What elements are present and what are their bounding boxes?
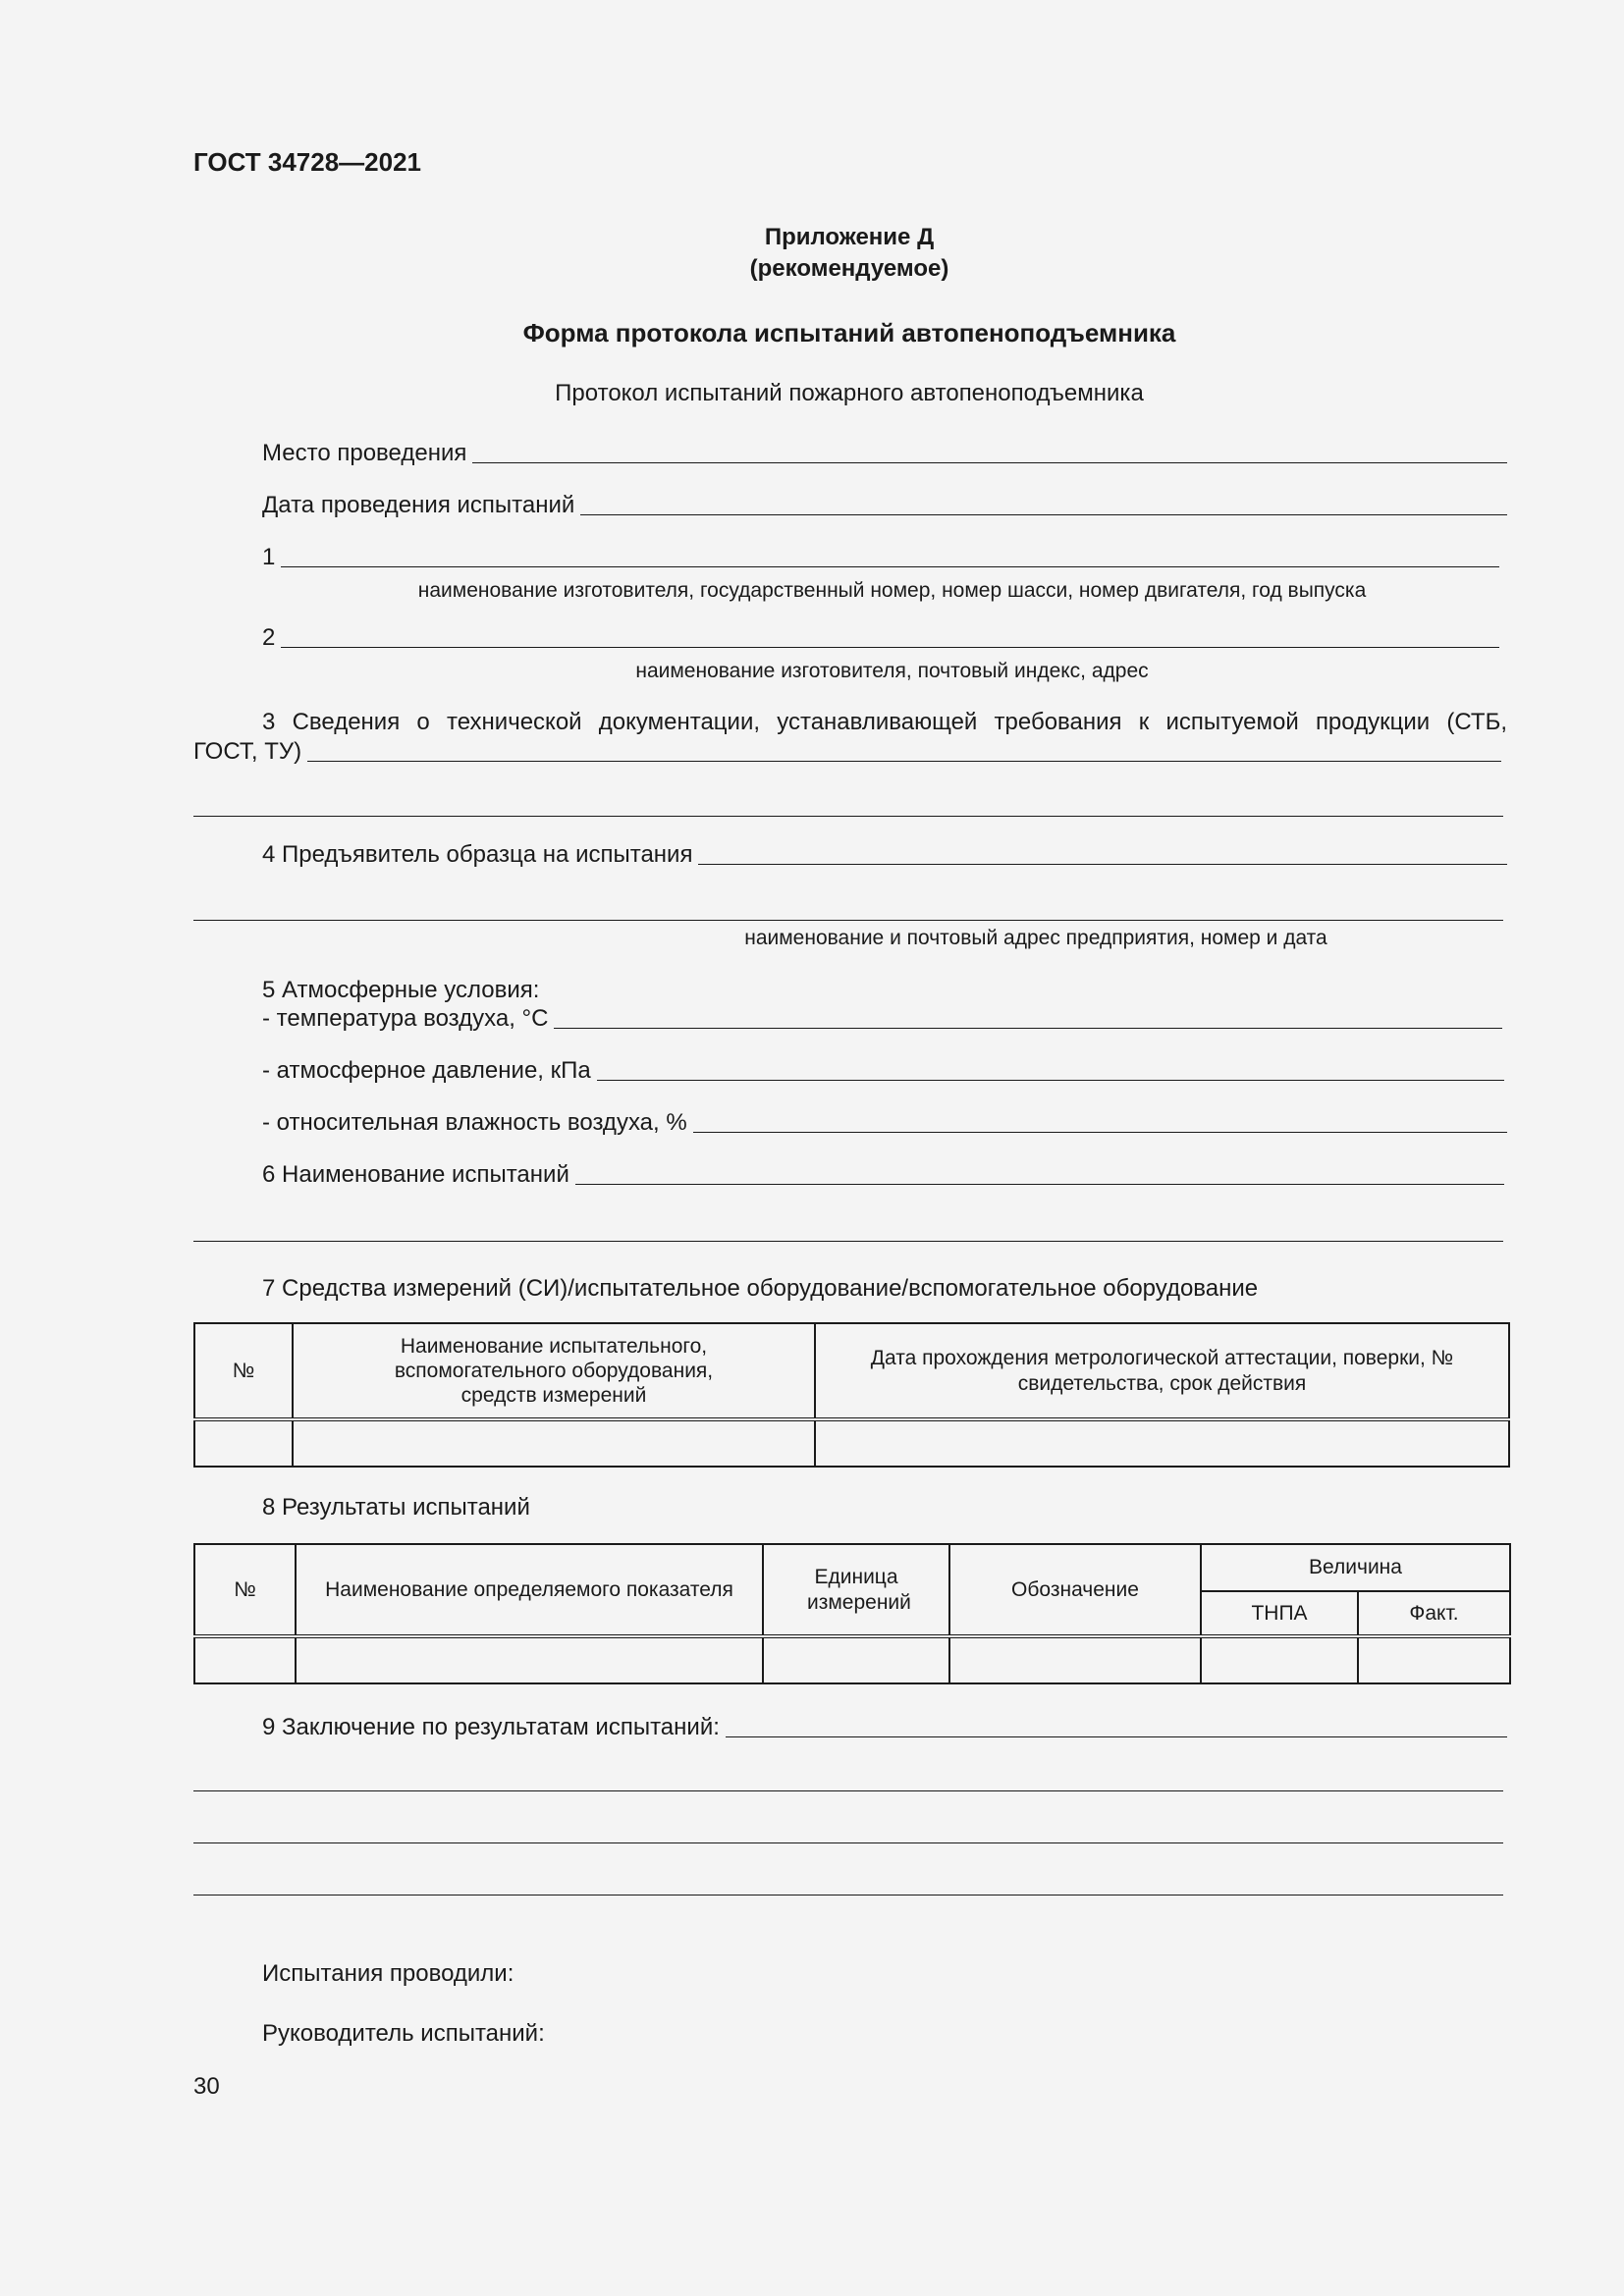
temperature-label: - температура воздуха, °С bbox=[262, 1005, 549, 1032]
date-label: Дата проведения испытаний bbox=[262, 492, 575, 518]
item9-line bbox=[726, 1736, 1507, 1737]
item5-label: 5 Атмосферные условия: bbox=[262, 977, 540, 1003]
item3-continuation: ГОСТ, ТУ) bbox=[193, 738, 302, 765]
item9-field bbox=[262, 1714, 1507, 1741]
table-cell bbox=[949, 1636, 1201, 1683]
table-cell bbox=[194, 1419, 293, 1467]
item4-caption: наименование и почтовый адрес предприятия, номер и дата bbox=[744, 927, 1327, 949]
humidity-label: - относительная влажность воздуха, % bbox=[262, 1109, 687, 1136]
equipment-table-header bbox=[194, 1323, 1509, 1419]
equipment-col-date: Дата прохождения метрологической аттестации, поверки, № свидетельства, срок действия bbox=[815, 1323, 1509, 1419]
item3-field bbox=[193, 738, 1501, 766]
temperature-field bbox=[262, 1005, 1502, 1033]
item2-number: 2 bbox=[262, 624, 276, 651]
table-cell bbox=[293, 1419, 815, 1467]
item1-line bbox=[281, 566, 1499, 567]
results-col-tnpa: ТНПА bbox=[1201, 1591, 1358, 1636]
appendix-title: Форма протокола испытаний автопеноподъемника bbox=[522, 318, 1176, 347]
item1-caption: наименование изготовителя, государственный номер, номер шасси, номер двигателя, год выпуска bbox=[417, 579, 1367, 602]
place-line bbox=[472, 462, 1507, 463]
pressure-field bbox=[262, 1057, 1504, 1085]
conducted-by-label: Испытания проводили: bbox=[262, 1960, 514, 1987]
pressure-label: - атмосферное давление, кПа bbox=[262, 1057, 591, 1084]
conclusion-line bbox=[193, 1842, 1503, 1843]
results-table bbox=[193, 1543, 1511, 1684]
item3-line bbox=[307, 761, 1501, 762]
document-code: ГОСТ 34728—2021 bbox=[193, 147, 421, 177]
item1-field bbox=[262, 544, 1499, 571]
item6-line bbox=[575, 1184, 1504, 1185]
table-row bbox=[194, 1419, 1509, 1467]
item7-label: 7 Средства измерений (СИ)/испытательное оборудование/вспомогательное оборудование bbox=[262, 1275, 1259, 1302]
item4-label: 4 Предъявитель образца на испытания bbox=[262, 841, 693, 868]
appendix-label: Приложение Д bbox=[764, 224, 935, 250]
table-cell bbox=[815, 1419, 1509, 1467]
results-col-unit: Единица измерений bbox=[763, 1544, 949, 1636]
equipment-col-name: Наименование испытательного, вспомогательного оборудования, средств измерений bbox=[293, 1323, 815, 1419]
page-number: 30 bbox=[193, 2073, 220, 2100]
results-col-name: Наименование определяемого показателя bbox=[296, 1544, 763, 1636]
conclusion-line bbox=[193, 1895, 1503, 1896]
table-cell bbox=[296, 1636, 763, 1683]
pressure-line bbox=[597, 1080, 1504, 1081]
results-col-symbol: Обозначение bbox=[949, 1544, 1201, 1636]
place-label: Место проведения bbox=[262, 440, 467, 466]
item2-caption: наименование изготовителя, почтовый индекс, адрес bbox=[635, 660, 1149, 682]
item3-text: 3 Сведения о технической документации, устанавливающей требования к испытуемой продукции (СТБ, bbox=[262, 709, 1507, 735]
table-cell bbox=[1201, 1636, 1358, 1683]
table-row bbox=[194, 1636, 1510, 1683]
item4-line bbox=[698, 864, 1507, 865]
item2-line bbox=[281, 647, 1499, 648]
date-field bbox=[262, 492, 1507, 519]
item4-field bbox=[262, 841, 1507, 869]
appendix-status: (рекомендуемое) bbox=[749, 255, 949, 282]
item3-extra-line bbox=[193, 816, 1503, 817]
results-col-value: Величина bbox=[1201, 1544, 1510, 1591]
item2-field bbox=[262, 624, 1499, 652]
humidity-line bbox=[693, 1132, 1507, 1133]
protocol-subtitle: Протокол испытаний пожарного автопеноподъемника bbox=[555, 380, 1144, 406]
test-head-label: Руководитель испытаний: bbox=[262, 2020, 545, 2047]
date-line bbox=[580, 514, 1507, 515]
equipment-col-number: № bbox=[194, 1323, 293, 1419]
temperature-line bbox=[554, 1028, 1502, 1029]
table-cell bbox=[194, 1636, 296, 1683]
item1-number: 1 bbox=[262, 544, 276, 570]
table-cell bbox=[1358, 1636, 1510, 1683]
results-table-header-1 bbox=[194, 1544, 1510, 1591]
item8-label: 8 Результаты испытаний bbox=[262, 1494, 530, 1521]
place-field bbox=[262, 440, 1507, 467]
results-col-number: № bbox=[194, 1544, 296, 1636]
item6-label: 6 Наименование испытаний bbox=[262, 1161, 569, 1188]
results-col-fact: Факт. bbox=[1358, 1591, 1510, 1636]
equipment-table bbox=[193, 1322, 1510, 1468]
conclusion-line bbox=[193, 1790, 1503, 1791]
item6-field bbox=[262, 1161, 1504, 1189]
item9-label: 9 Заключение по результатам испытаний: bbox=[262, 1714, 720, 1740]
item4-extra-line bbox=[193, 920, 1503, 921]
table-cell bbox=[763, 1636, 949, 1683]
item6-extra-line bbox=[193, 1241, 1503, 1242]
humidity-field bbox=[262, 1109, 1507, 1137]
